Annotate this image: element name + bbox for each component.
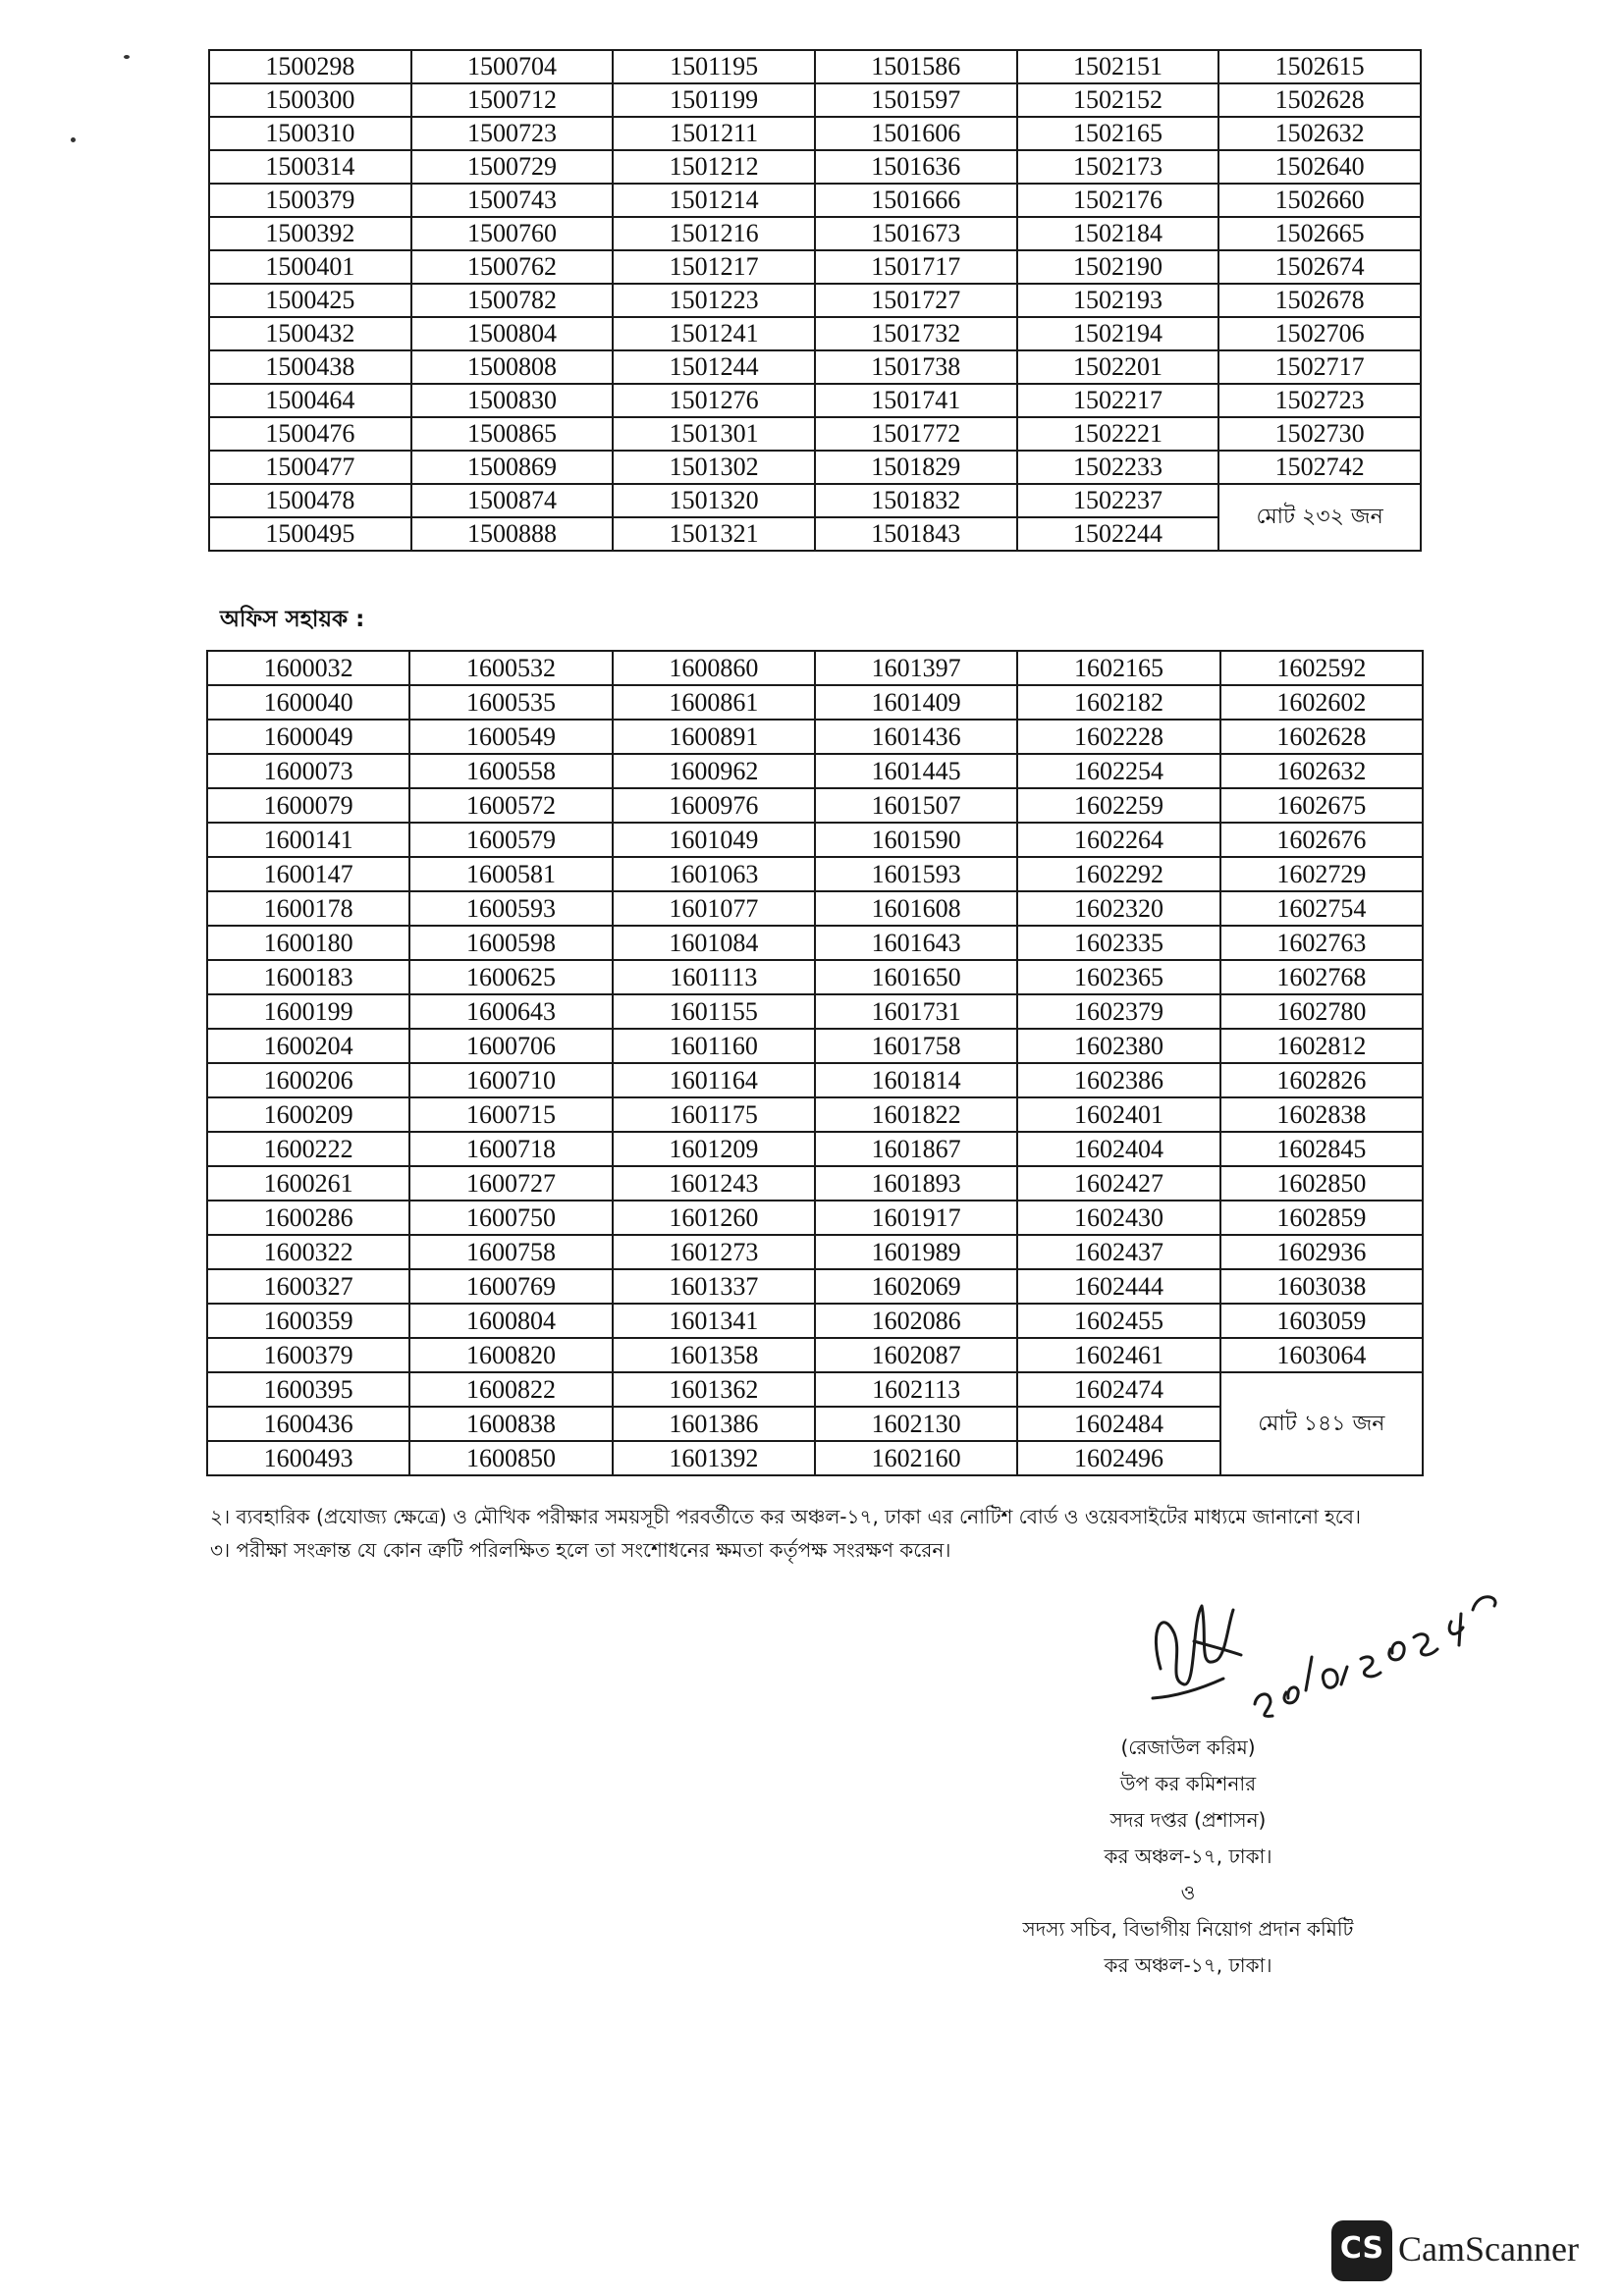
id-cell: 1502151 <box>1017 50 1219 83</box>
id-cell: 1602602 <box>1220 685 1423 720</box>
id-cell: 1502742 <box>1218 451 1421 484</box>
signatory-name: (রেজাউল করিম) <box>1120 1735 1256 1759</box>
table-row <box>209 250 1421 284</box>
id-cell: 1500782 <box>411 284 614 317</box>
id-cell: 1602259 <box>1017 788 1219 823</box>
id-cell: 1500704 <box>411 50 614 83</box>
table-row <box>207 857 1423 891</box>
id-cell: 1500495 <box>209 517 411 551</box>
id-cell: 1601260 <box>613 1201 815 1235</box>
id-cell: 1600706 <box>409 1029 612 1063</box>
id-cell: 1601049 <box>613 823 815 857</box>
id-cell: 1601341 <box>613 1304 815 1338</box>
signature-block <box>943 1730 1434 1984</box>
id-cell: 1502674 <box>1218 250 1421 284</box>
id-cell: 1501199 <box>613 83 815 117</box>
id-cell: 1602455 <box>1017 1304 1219 1338</box>
id-cell: 1602859 <box>1220 1201 1423 1235</box>
id-cell: 1600535 <box>409 685 612 720</box>
id-cell: 1501732 <box>815 317 1017 350</box>
id-cell: 1500478 <box>209 484 411 517</box>
id-cell: 1500432 <box>209 317 411 350</box>
id-cell: 1501301 <box>613 417 815 451</box>
section-heading-office-assistant: অফিস সহায়ক : <box>220 607 365 632</box>
id-cell: 1600822 <box>409 1372 612 1407</box>
id-cell: 1602335 <box>1017 926 1219 960</box>
id-cell: 1502717 <box>1218 350 1421 384</box>
table-row <box>207 651 1423 685</box>
id-cell: 1502706 <box>1218 317 1421 350</box>
id-cell: 1600322 <box>207 1235 409 1269</box>
id-cell: 1501636 <box>815 150 1017 184</box>
id-cell: 1601867 <box>815 1132 1017 1166</box>
id-cell: 1500865 <box>411 417 614 451</box>
id-cell: 1602264 <box>1017 823 1219 857</box>
id-cell: 1501772 <box>815 417 1017 451</box>
id-cell: 1602780 <box>1220 994 1423 1029</box>
id-cell: 1600976 <box>613 788 815 823</box>
table-row <box>207 823 1423 857</box>
scan-speck <box>71 137 76 142</box>
id-cell: 1602632 <box>1220 754 1423 788</box>
id-cell: 1502152 <box>1017 83 1219 117</box>
id-cell: 1600710 <box>409 1063 612 1097</box>
id-cell: 1600643 <box>409 994 612 1029</box>
id-cell: 1501843 <box>815 517 1017 551</box>
id-cell: 1500804 <box>411 317 614 350</box>
id-cell: 1602812 <box>1220 1029 1423 1063</box>
id-cell: 1602404 <box>1017 1132 1219 1166</box>
id-cell: 1501302 <box>613 451 815 484</box>
table-row <box>207 788 1423 823</box>
id-cell: 1502165 <box>1017 117 1219 150</box>
id-cell: 1500476 <box>209 417 411 451</box>
id-cell: 1501211 <box>613 117 815 150</box>
id-cell: 1600079 <box>207 788 409 823</box>
id-cell: 1502615 <box>1218 50 1421 83</box>
id-cell: 1602228 <box>1017 720 1219 754</box>
id-cell: 1601650 <box>815 960 1017 994</box>
id-cell: 1500830 <box>411 384 614 417</box>
id-cell: 1501741 <box>815 384 1017 417</box>
id-cell: 1601063 <box>613 857 815 891</box>
id-cell: 1600558 <box>409 754 612 788</box>
id-cell: 1601243 <box>613 1166 815 1201</box>
table-row <box>207 1304 1423 1338</box>
id-cell: 1500477 <box>209 451 411 484</box>
id-cell: 1602496 <box>1017 1441 1219 1475</box>
table-row <box>207 685 1423 720</box>
id-cell: 1502244 <box>1017 517 1219 551</box>
table-row <box>207 1235 1423 1269</box>
id-cell: 1501738 <box>815 350 1017 384</box>
id-cell: 1602379 <box>1017 994 1219 1029</box>
id-cell: 1602386 <box>1017 1063 1219 1097</box>
id-cell: 1601989 <box>815 1235 1017 1269</box>
id-cell: 1600820 <box>409 1338 612 1372</box>
id-cell: 1602113 <box>815 1372 1017 1407</box>
id-cell: 1601362 <box>613 1372 815 1407</box>
id-cell: 1600750 <box>409 1201 612 1235</box>
id-cell: 1602592 <box>1220 651 1423 685</box>
id-table-1 <box>208 49 1422 552</box>
id-cell: 1601893 <box>815 1166 1017 1201</box>
id-cell: 1600962 <box>613 754 815 788</box>
id-cell: 1501606 <box>815 117 1017 150</box>
id-cell: 1600850 <box>409 1441 612 1475</box>
id-cell: 1602675 <box>1220 788 1423 823</box>
id-cell: 1602130 <box>815 1407 1017 1441</box>
id-cell: 1601273 <box>613 1235 815 1269</box>
id-cell: 1501216 <box>613 217 815 250</box>
id-cell: 1501212 <box>613 150 815 184</box>
id-cell: 1601643 <box>815 926 1017 960</box>
id-cell: 1500723 <box>411 117 614 150</box>
id-cell: 1500401 <box>209 250 411 284</box>
id-cell: 1602628 <box>1220 720 1423 754</box>
id-cell: 1501321 <box>613 517 815 551</box>
signatory-committee-role: সদস্য সচিব, বিভাগীয় নিয়োগ প্রদান কমিটি <box>1022 1917 1354 1941</box>
id-cell: 1601917 <box>815 1201 1017 1235</box>
id-cell: 1502628 <box>1218 83 1421 117</box>
id-cell: 1601814 <box>815 1063 1017 1097</box>
table-row <box>209 150 1421 184</box>
id-cell: 1600861 <box>613 685 815 720</box>
id-cell: 1500300 <box>209 83 411 117</box>
table-row <box>207 926 1423 960</box>
table-row <box>207 1269 1423 1304</box>
id-cell: 1502194 <box>1017 317 1219 350</box>
id-cell: 1601084 <box>613 926 815 960</box>
id-cell: 1601593 <box>815 857 1017 891</box>
table-row <box>209 350 1421 384</box>
id-cell: 1502632 <box>1218 117 1421 150</box>
id-cell: 1603059 <box>1220 1304 1423 1338</box>
id-cell: 1500298 <box>209 50 411 83</box>
id-cell: 1600532 <box>409 651 612 685</box>
id-cell: 1502184 <box>1017 217 1219 250</box>
id-cell: 1500379 <box>209 184 411 217</box>
table-row <box>207 720 1423 754</box>
camscanner-logo-icon: CS <box>1331 2220 1392 2281</box>
id-cell: 1602838 <box>1220 1097 1423 1132</box>
id-cell: 1502678 <box>1218 284 1421 317</box>
id-cell: 1602430 <box>1017 1201 1219 1235</box>
table-row <box>207 754 1423 788</box>
note-2: ২। ব্যবহারিক (প্রযোজ্য ক্ষেত্রে) ও মৌখিক পরীক্ষার সময়সূচী পরবর্তীতে কর অঞ্চল-১৭, ঢাকা এর নোটিশ বোর্ড ও ওয়েবসাইটের মাধ্যমে জানানো হবে। <box>210 1505 1362 1528</box>
id-cell: 1602850 <box>1220 1166 1423 1201</box>
id-cell: 1501223 <box>613 284 815 317</box>
table-row <box>209 83 1421 117</box>
camscanner-watermark: CamScanner <box>1398 2229 1579 2269</box>
id-cell: 1502201 <box>1017 350 1219 384</box>
id-cell: 1601445 <box>815 754 1017 788</box>
id-cell: 1500464 <box>209 384 411 417</box>
id-cell: 1600493 <box>207 1441 409 1475</box>
id-cell: 1501320 <box>613 484 815 517</box>
id-cell: 1600073 <box>207 754 409 788</box>
table-row <box>209 317 1421 350</box>
id-cell: 1501829 <box>815 451 1017 484</box>
id-cell: 1502190 <box>1017 250 1219 284</box>
table-row <box>207 1097 1423 1132</box>
table-row <box>209 117 1421 150</box>
id-cell: 1502660 <box>1218 184 1421 217</box>
id-cell: 1600141 <box>207 823 409 857</box>
id-cell: 1502723 <box>1218 384 1421 417</box>
id-cell: 1500808 <box>411 350 614 384</box>
scan-speck <box>124 55 130 59</box>
id-cell: 1600838 <box>409 1407 612 1441</box>
id-cell: 1603038 <box>1220 1269 1423 1304</box>
id-cell: 1502193 <box>1017 284 1219 317</box>
id-cell: 1600180 <box>207 926 409 960</box>
id-cell: 1600032 <box>207 651 409 685</box>
id-cell: 1502173 <box>1017 150 1219 184</box>
id-cell: 1501276 <box>613 384 815 417</box>
table-row <box>209 184 1421 217</box>
id-cell: 1602461 <box>1017 1338 1219 1372</box>
id-cell: 1602763 <box>1220 926 1423 960</box>
table-row <box>207 1372 1423 1407</box>
id-cell: 1500729 <box>411 150 614 184</box>
id-cell: 1600147 <box>207 857 409 891</box>
id-cell: 1502217 <box>1017 384 1219 417</box>
id-cell: 1601608 <box>815 891 1017 926</box>
signatory-zone-2: কর অঞ্চল-১৭, ঢাকা। <box>1104 1953 1272 1977</box>
id-cell: 1601507 <box>815 788 1017 823</box>
id-cell: 1601409 <box>815 685 1017 720</box>
id-cell: 1502237 <box>1017 484 1219 517</box>
id-cell: 1602165 <box>1017 651 1219 685</box>
id-cell: 1600593 <box>409 891 612 926</box>
id-cell: 1501666 <box>815 184 1017 217</box>
id-cell: 1600286 <box>207 1201 409 1235</box>
id-cell: 1602437 <box>1017 1235 1219 1269</box>
table-row <box>209 417 1421 451</box>
id-cell: 1500888 <box>411 517 614 551</box>
id-cell: 1602754 <box>1220 891 1423 926</box>
table-row <box>207 960 1423 994</box>
id-cell: 1601397 <box>815 651 1017 685</box>
id-cell: 1601822 <box>815 1097 1017 1132</box>
id-cell: 1500869 <box>411 451 614 484</box>
id-cell: 1600206 <box>207 1063 409 1097</box>
id-cell: 1600327 <box>207 1269 409 1304</box>
id-cell: 1502730 <box>1218 417 1421 451</box>
id-cell: 1601758 <box>815 1029 1017 1063</box>
id-cell: 1500762 <box>411 250 614 284</box>
id-cell: 1603064 <box>1220 1338 1423 1372</box>
id-cell: 1600718 <box>409 1132 612 1166</box>
table-row <box>209 284 1421 317</box>
id-cell: 1600199 <box>207 994 409 1029</box>
id-cell: 1500760 <box>411 217 614 250</box>
table-row <box>207 891 1423 926</box>
id-cell: 1600579 <box>409 823 612 857</box>
id-cell: 1600204 <box>207 1029 409 1063</box>
id-cell: 1600572 <box>409 788 612 823</box>
id-cell: 1600049 <box>207 720 409 754</box>
id-cell: 1600727 <box>409 1166 612 1201</box>
id-cell: 1500310 <box>209 117 411 150</box>
table-row <box>207 1166 1423 1201</box>
id-cell: 1602826 <box>1220 1063 1423 1097</box>
id-cell: 1600222 <box>207 1132 409 1166</box>
handwritten-signature <box>1139 1512 1512 1747</box>
id-cell: 1601392 <box>613 1441 815 1475</box>
id-cell: 1502176 <box>1017 184 1219 217</box>
id-cell: 1602729 <box>1220 857 1423 891</box>
id-cell: 1601337 <box>613 1269 815 1304</box>
id-cell: 1500874 <box>411 484 614 517</box>
id-cell: 1602768 <box>1220 960 1423 994</box>
id-cell: 1501597 <box>815 83 1017 117</box>
signatory-and: ও <box>1180 1881 1196 1904</box>
id-cell: 1601077 <box>613 891 815 926</box>
id-cell: 1600625 <box>409 960 612 994</box>
table-row <box>207 1201 1423 1235</box>
signatory-zone: কর অঞ্চল-১৭, ঢাকা। <box>1104 1844 1272 1868</box>
id-cell: 1600891 <box>613 720 815 754</box>
note-3: ৩। পরীক্ষা সংক্রান্ত যে কোন ত্রুটি পরিলক্ষিত হলে তা সংশোধনের ক্ষমতা কর্তৃপক্ষ সংরক্ষণ করেন। <box>210 1538 951 1562</box>
id-cell: 1602087 <box>815 1338 1017 1372</box>
id-cell: 1600379 <box>207 1338 409 1372</box>
id-cell: 1601209 <box>613 1132 815 1166</box>
id-cell: 1500743 <box>411 184 614 217</box>
table-row <box>209 384 1421 417</box>
id-cell: 1602380 <box>1017 1029 1219 1063</box>
id-cell: 1602365 <box>1017 960 1219 994</box>
id-cell: 1501195 <box>613 50 815 83</box>
id-cell: 1602160 <box>815 1441 1017 1475</box>
id-cell: 1600359 <box>207 1304 409 1338</box>
id-cell: 1602292 <box>1017 857 1219 891</box>
id-cell: 1600549 <box>409 720 612 754</box>
id-cell: 1602401 <box>1017 1097 1219 1132</box>
table-row <box>209 484 1421 517</box>
id-cell: 1501727 <box>815 284 1017 317</box>
id-cell: 1500438 <box>209 350 411 384</box>
id-cell: 1502640 <box>1218 150 1421 184</box>
id-cell: 1600209 <box>207 1097 409 1132</box>
id-cell: 1602444 <box>1017 1269 1219 1304</box>
id-cell: 1602845 <box>1220 1132 1423 1166</box>
id-cell: 1600261 <box>207 1166 409 1201</box>
id-cell: 1601590 <box>815 823 1017 857</box>
id-cell: 1601164 <box>613 1063 815 1097</box>
id-cell: 1600178 <box>207 891 409 926</box>
id-cell: 1500712 <box>411 83 614 117</box>
id-cell: 1601175 <box>613 1097 815 1132</box>
total-count-cell: মোট ১৪১ জন <box>1220 1372 1423 1475</box>
id-cell: 1500425 <box>209 284 411 317</box>
id-cell: 1501586 <box>815 50 1017 83</box>
table-row <box>207 1132 1423 1166</box>
id-cell: 1602936 <box>1220 1235 1423 1269</box>
id-cell: 1602474 <box>1017 1372 1219 1407</box>
id-cell: 1602484 <box>1017 1407 1219 1441</box>
id-cell: 1600769 <box>409 1269 612 1304</box>
id-cell: 1601358 <box>613 1338 815 1372</box>
id-cell: 1502221 <box>1017 417 1219 451</box>
table-row <box>207 994 1423 1029</box>
table-row <box>207 1063 1423 1097</box>
id-table-2 <box>206 650 1424 1476</box>
id-cell: 1501214 <box>613 184 815 217</box>
signatory-office: সদর দপ্তর (প্রশাসন) <box>1109 1808 1267 1832</box>
id-cell: 1602427 <box>1017 1166 1219 1201</box>
id-cell: 1600581 <box>409 857 612 891</box>
signatory-designation: উপ কর কমিশনার <box>1119 1772 1257 1795</box>
id-cell: 1501244 <box>613 350 815 384</box>
id-cell: 1600758 <box>409 1235 612 1269</box>
id-cell: 1501241 <box>613 317 815 350</box>
id-cell: 1601160 <box>613 1029 815 1063</box>
id-cell: 1600395 <box>207 1372 409 1407</box>
id-cell: 1601386 <box>613 1407 815 1441</box>
id-cell: 1600804 <box>409 1304 612 1338</box>
table-row <box>209 50 1421 83</box>
id-cell: 1602086 <box>815 1304 1017 1338</box>
id-cell: 1502233 <box>1017 451 1219 484</box>
id-cell: 1602320 <box>1017 891 1219 926</box>
id-cell: 1600715 <box>409 1097 612 1132</box>
id-cell: 1601436 <box>815 720 1017 754</box>
id-cell: 1602254 <box>1017 754 1219 788</box>
id-cell: 1600183 <box>207 960 409 994</box>
total-count-cell: মোট ২৩২ জন <box>1218 484 1421 551</box>
table-row <box>209 451 1421 484</box>
table-row <box>207 1029 1423 1063</box>
id-cell: 1600598 <box>409 926 612 960</box>
id-cell: 1602069 <box>815 1269 1017 1304</box>
id-cell: 1500314 <box>209 150 411 184</box>
id-cell: 1501217 <box>613 250 815 284</box>
id-cell: 1501717 <box>815 250 1017 284</box>
id-cell: 1501832 <box>815 484 1017 517</box>
id-cell: 1602676 <box>1220 823 1423 857</box>
table-row <box>209 217 1421 250</box>
id-cell: 1500392 <box>209 217 411 250</box>
id-cell: 1601113 <box>613 960 815 994</box>
id-cell: 1602182 <box>1017 685 1219 720</box>
id-cell: 1501673 <box>815 217 1017 250</box>
id-cell: 1601731 <box>815 994 1017 1029</box>
id-cell: 1600040 <box>207 685 409 720</box>
id-cell: 1600860 <box>613 651 815 685</box>
id-cell: 1601155 <box>613 994 815 1029</box>
id-cell: 1502665 <box>1218 217 1421 250</box>
id-cell: 1600436 <box>207 1407 409 1441</box>
table-row <box>207 1338 1423 1372</box>
